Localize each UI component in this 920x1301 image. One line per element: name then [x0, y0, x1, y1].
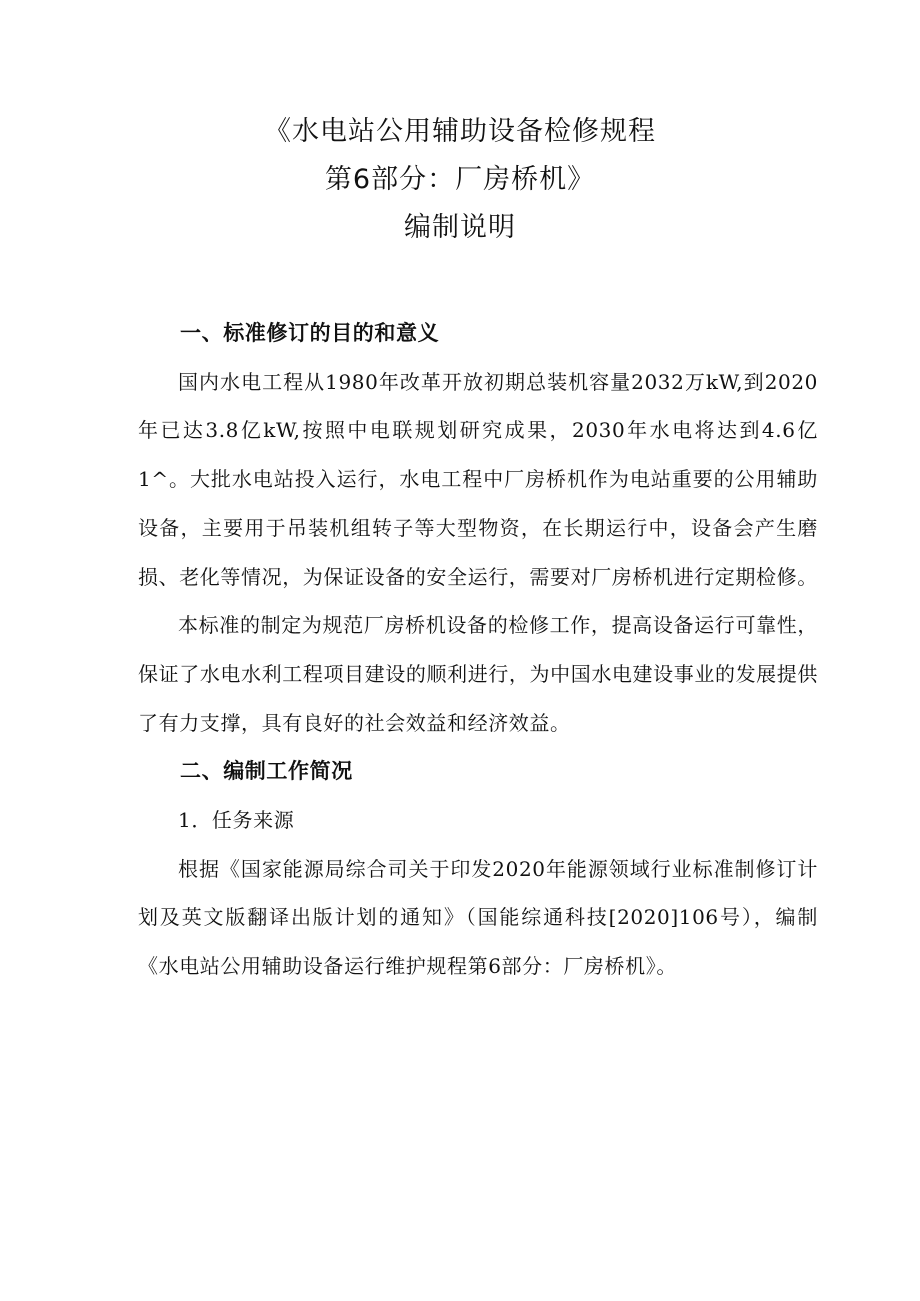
section-1-paragraph-1: 国内水电工程从1980年改革开放初期总装机容量2032万kW,到2020年已达3.8亿kW,按照中电联规划研究成果，2030年水电将达到4.6亿1^。大批水电站投入运行，水电工程中厂房桥机作为电站重要的公用辅助设备，主要用于吊装机组转子等大型物资，在长期运行中，设备会产生磨损、老化等情况，为保证设备的安全运行，需要对厂房桥机进行定期检修。 — [138, 369, 818, 589]
section-1-paragraph-2: 本标准的制定为规范厂房桥机设备的检修工作，提高设备运行可靠性，保证了水电水利工程项目建设的顺利进行，为中国水电建设事业的发展提供了有力支撑，具有良好的社会效益和经济效益。 — [138, 613, 818, 735]
title-line-2: 第6部分：厂房桥机》 — [324, 164, 596, 195]
section-heading-1: 一、标准修订的目的和意义 — [180, 321, 440, 345]
section-heading-2: 二、编制工作简况 — [180, 759, 353, 784]
title-line-3: 编制说明 — [404, 212, 516, 243]
section-2-paragraph-1: 根据《国家能源局综合司关于印发2020年能源领域行业标准制修订计划及英文版翻译出版计划的通知》（国能综通科技[2020]106号），编制《水电站公用辅助设备运行维护规程第6部分：厂房桥机》。 — [138, 856, 818, 979]
title-line-1: 《水电站公用辅助设备检修规程 — [264, 116, 656, 147]
subsection-heading-1: 1．任务来源 — [178, 808, 295, 833]
document-title — [0, 108, 920, 252]
document-body — [138, 309, 818, 991]
